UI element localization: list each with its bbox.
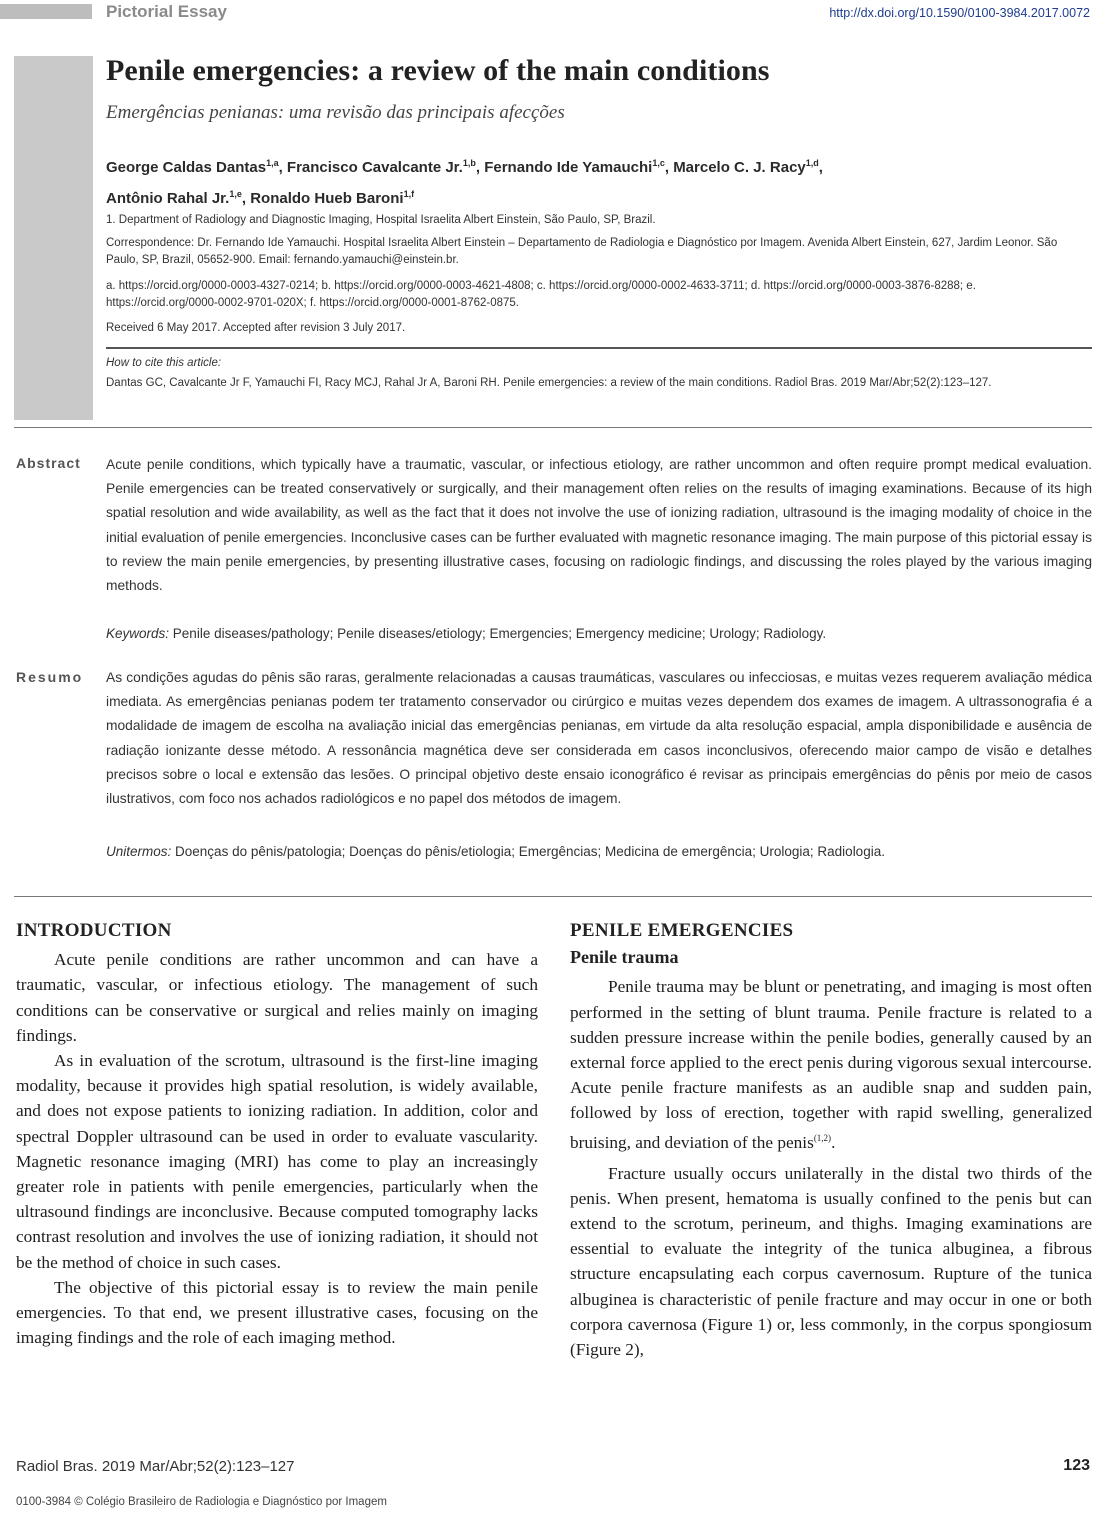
received-dates: Received 6 May 2017. Accepted after revision 3 July 2017. <box>106 322 406 334</box>
author: Marcelo C. J. Racy$^{1,d}$, <box>673 158 823 176</box>
penile-emergencies-section <box>570 918 1092 1362</box>
author: Ronaldo Hueb Baroni$^{1,f}$ <box>250 189 415 207</box>
title-sidebar-block <box>14 56 93 420</box>
paragraph: Penile trauma may be blunt or penetrating, and imaging is most often performed in the setting of blunt trauma. Penile fracture is related to a sudden pressure increase within the penile bodies, generally caused by an external force applied to the erect penis during vigorous sexual intercourse. Acute penile fracture manifests as an audible snap and sudden pain, followed by loss of erection, together with rapid swelling, generalized bruising, and deviation of the penis$^{(1,2)}$. <box>570 977 1092 1152</box>
resumo-label: Resumo <box>16 669 84 685</box>
doi-link[interactable]: http://dx.doi.org/10.1590/0100-3984.2017.0072 <box>829 6 1090 20</box>
reference-citation[interactable]: (1,2) <box>813 1132 832 1143</box>
paragraph: As in evaluation of the scrotum, ultrasound is the first-line imaging modality, because it provides high spatial resolution, is widely available, and does not expose patients to ionizing radiation. In addition, color and spectral Doppler ultrasound can be used in order to evaluate vascularity. Magnetic resonance imaging (MRI) has come to play an increasingly greater role in patients with penile emergencies, particularly when the ultrasound findings are inconclusive. Because computed tomography lacks contrast resolution and involves the use of ionizing radiation, it should not be the method of choice in such cases. <box>16 1051 538 1272</box>
author: Francisco Cavalcante Jr.$^{1,b}$, <box>286 158 485 176</box>
footer-copyright: 0100-3984 © Colégio Brasileiro de Radiologia e Diagnóstico por Imagem <box>16 1496 387 1508</box>
author: Fernando Ide Yamauchi$^{1,c}$, <box>484 158 674 176</box>
divider <box>106 347 1092 349</box>
author: Antônio Rahal Jr.$^{1,e}$, <box>106 189 251 207</box>
section-bar <box>0 4 92 19</box>
section-heading: PENILE EMERGENCIES <box>570 920 794 941</box>
correspondence: Correspondence: Dr. Fernando Ide Yamauchi. Hospital Israelita Albert Einstein – Departamento de Radiologia e Diagnóstico por Imagem. Avenida Albert Einstein, 627, Jardim Leonor. São Paulo, SP, Brazil, 05652-900. Email: fernando.yamauchi@einstein.br. <box>106 237 1058 266</box>
keywords: Keywords: Penile diseases/pathology; Penile diseases/etiology; Emergencies; Emergency medicine; Urology; Radiology. <box>106 626 827 641</box>
paragraph: The objective of this pictorial essay is to review the main penile emergencies. To that end, we present illustrative cases, focusing on the imaging findings and the role of each imaging method. <box>16 1277 538 1348</box>
divider <box>14 896 1092 897</box>
article-title: Penile emergencies: a review of the main conditions <box>106 54 770 87</box>
page-number: 123 <box>1063 1457 1090 1474</box>
how-to-cite-text: Dantas GC, Cavalcante Jr F, Yamauchi FI, Racy MCJ, Rahal Jr A, Baroni RH. Penile emergencies: a review of the main conditions. Radiol Bras. 2019 Mar/Abr;52(2):123–127. <box>106 377 992 389</box>
resumo-text: As condições agudas do pênis são raras, geralmente relacionadas a causas traumáticas, vasculares ou infecciosas, e muitas vezes requerem avaliação médica imediata. As emergências penianas podem ter tratamento conservador ou cirúrgico e muitas vezes dependem dos exames de imagem. A ultrassonografia é a modalidade de imagem de escolha na avaliação inicial das emergências penianas, em virtude da alta resolução espacial, ampla disponibilidade e ausência de radiação ionizante desse método. A ressonância magnética deve ser considerada em casos inconclusivos, oferecendo maior campo de visão e detalhes precisos sobre o local e extensão das lesões. O principal objetivo deste ensaio iconográfico é revisar as principais emergências do pênis por meio de casos ilustrativos, com foco nos achados radiológicos e no papel dos métodos de imagem. <box>106 670 1092 807</box>
how-to-cite-label: How to cite this article: <box>106 357 222 369</box>
subsection-heading: Penile trauma <box>570 947 679 968</box>
unitermos: Unitermos: Doenças do pênis/patologia; Doenças do pênis/etiologia; Emergências; Medicina de emergência; Urologia; Radiologia. <box>106 844 885 859</box>
abstract-text: Acute penile conditions, which typically have a traumatic, vascular, or infectious etiology, are rather uncommon and often require prompt medical evaluation. Penile emergencies can be treated conservatively or surgically, and their management often relies on the results of imaging examinations. Because of its high spatial resolution and wide availability, as well as the fact that it does not involve the use of ionizing radiation, ultrasound is the imaging modality of choice in the initial evaluation of penile emergencies. Inconclusive cases can be further evaluated with magnetic resonance imaging. The main purpose of this pictorial essay is to review the main penile emergencies, by presenting illustrative cases, focusing on radiologic findings, and discussing the roles played by the various imaging methods. <box>106 457 1092 594</box>
affiliation: 1. Department of Radiology and Diagnostic Imaging, Hospital Israelita Albert Einstein, São Paulo, SP, Brazil. <box>106 214 656 226</box>
section-heading: INTRODUCTION <box>16 920 172 941</box>
paragraph: Acute penile conditions are rather uncommon and can have a traumatic, vascular, or infectious etiology. The management of such conditions can be conservative or surgical and relies mainly on imaging findings. <box>16 950 538 1045</box>
introduction-section <box>16 918 538 1350</box>
footer-citation: Radiol Bras. 2019 Mar/Abr;52(2):123–127 <box>16 1458 295 1475</box>
article-subtitle: Emergências penianas: uma revisão das principais afecções <box>106 102 565 123</box>
divider <box>14 427 1092 428</box>
orcid-links: a. https://orcid.org/0000-0003-4327-0214; b. https://orcid.org/0000-0003-4621-4808; c. https://orcid.org/0000-0002-4633-3711; d. https://orcid.org/0000-0003-3876-8288; e. https://orcid.org/0000-0002-9701-020X; f. https://orcid.org/0000-0001-8762-0875. <box>106 280 976 309</box>
abstract-label: Abstract <box>16 455 81 471</box>
author: George Caldas Dantas$^{1,a}$, <box>106 158 287 176</box>
paragraph: Fracture usually occurs unilaterally in the distal two thirds of the penis. When present, hematoma is usually confined to the penis but can extend to the scrotum, perineum, and thighs. Imaging examinations are essential to evaluate the integrity of the tunica albuginea, a fibrous structure encapsulating each corpus cavernosum. Rupture of the tunica albuginea is characteristic of penile fracture and may occur in one or both corpora cavernosa (Figure 1) or, less commonly, in the corpus spongiosum (Figure 2), <box>570 1163 1092 1360</box>
author-list <box>106 150 1066 212</box>
section-label: Pictorial Essay <box>106 2 227 21</box>
